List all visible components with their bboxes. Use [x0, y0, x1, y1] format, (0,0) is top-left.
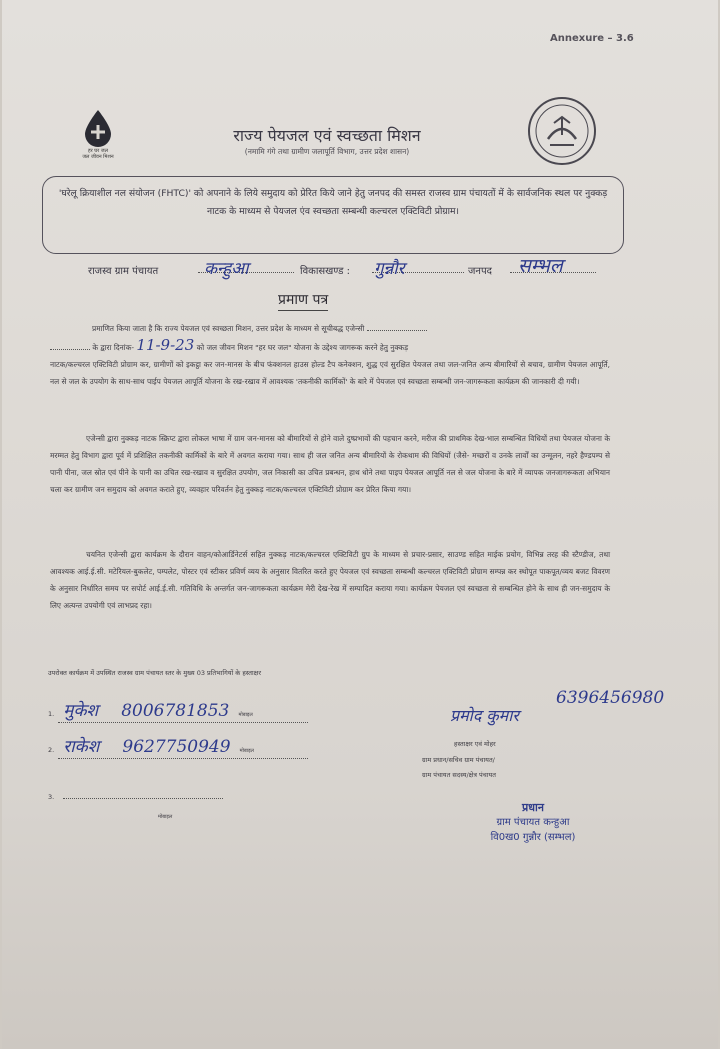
witness-line-1 — [58, 722, 308, 723]
designation-line-2: ग्राम पंचायत सदस्य/क्षेत्र पंचायत — [422, 771, 496, 779]
witness-row-2 — [48, 734, 348, 757]
witness-name: मुकेश — [63, 701, 99, 721]
stamp-line-1: प्रधान — [522, 801, 544, 814]
para1-mid-b: को जल जीवन मिशन "हर घर जल" योजना के उद्देश्य जागरूक करने हेतु नुक्कड़ — [196, 343, 409, 352]
block-label: विकासखण्ड : — [300, 266, 351, 277]
witness-row-1 — [48, 698, 348, 721]
paragraph-2: एजेन्सी द्वारा नुक्कड़ नाटक स्क्रिप्ट द्वारा लोकल भाषा में ग्राम जन-मानस को बीमारियों से होने वाले दुष्प्रभावों की पहचान करने, मरीज की प्राथमिक देख-भाल सम्बन्धित विधियों तथा पेयजल योजना के मरम्मत हेतु विभाग द्वारा पूर्व में प्रशिक्षित तकनीकी कार्मिकों के बारे में अवगत कराया गया। साथ ही जल जनित अन्य बीमारियों के रोकथाम की विधियों (जैसे- मच्छरों व उनके लार्वों का उन्मूलन, नहरे हैण्डपम्प से पानी पीना, जल स्रोत एवं पीने के पानी का उचित रख-रखाव व सुरक्षित उपयोग, जल निकासी का उचित प्रबन्धन, हाथ धोने तथा पाइप पेयजल आपूर्ति नल से जल योजना के बारे में व्यापक जनजागरूकता अभियान चला कर ग्रामीण जन समुदाय को अवगत कराते हुए, व्यवहार परिवर्तन हेतु नुक्कड़ नाटक/कल्चरल एक्टिविटी प्रोग्राम कर प्रेरित किया गया। — [50, 434, 610, 494]
signatory-name: प्रमोद कुमार — [450, 706, 519, 725]
gram-panchayat-value: कन्हुआ — [204, 259, 249, 279]
witness-num: 3. — [48, 793, 55, 801]
program-title-box — [42, 176, 624, 254]
witness-num: 2. — [48, 746, 55, 754]
program-title-text: 'घरेलू क्रियाशील नल संयोजन (FHTC)' को अपनाने के लिये समुदाय को प्रेरित किये जाने हेतु जनपद की समस्त राजस्व ग्राम पंचायतों में के सार्वजनिक स्थल पर नुक्कड़ नाटक के माध्यम से पेयजल एंव स्वच्छता सम्बन्धी कल्चरल एक्टिविटी प्रोग्राम। — [58, 188, 608, 217]
witness-line-3 — [63, 798, 223, 799]
stamp-line-3: वि0ख0 गुन्नौर (सम्भल) — [490, 832, 576, 843]
program-date: 11-9-23 — [136, 336, 195, 354]
water-drop-icon — [81, 108, 115, 148]
block-value: गुन्नौर — [374, 259, 405, 279]
logo-caption-1: हर घर जल — [88, 148, 108, 154]
document-page — [2, 0, 718, 1049]
district-label: जनपद — [468, 266, 492, 277]
gram-panchayat-label: राजस्व ग्राम पंचायत — [88, 266, 159, 277]
witness-row-3 — [48, 784, 348, 822]
witness-phone: 8006781853 — [121, 701, 230, 721]
para1-rest: नाटक/कल्चरल एक्टिविटी प्रोग्राम कर, ग्रामीणों को इकट्ठा कर जन-मानस के बीच फंक्शनल हाउस होल्ड टैप कनेक्शन, शुद्ध एवं सुरक्षित पेयजल तथा जल-जनित अन्य बीमारियों से बचाव, ग्रामीण पेयजल आपूर्ति, नल से जल के उपयोग के साथ-साथ पाईप पेयजल आपूर्ति योजना के रख-रखाव में आवश्यक 'तकनीकी कार्मिकों' के बारे में पेयजल एवं स्वच्छता सम्बन्धी जन-जागरूकता कार्यक्रम की जानकारी दी गयी। — [50, 360, 610, 386]
certificate-title: प्रमाण पत्र — [278, 290, 328, 311]
witness-tag: मोबाइल — [158, 814, 173, 820]
agency-blank — [367, 330, 427, 331]
district-value: सम्भल — [518, 255, 563, 277]
witness-tag: मोबाइल — [239, 748, 254, 754]
har-ghar-jal-logo — [68, 108, 128, 160]
designation-line-1: ग्राम प्रधान/सचिव ग्राम पंचायत/ — [422, 756, 495, 764]
witness-phone: 9627750949 — [122, 737, 231, 757]
header-title: राज्य पेयजल एवं स्वच्छता मिशन — [233, 126, 421, 145]
header-subtitle: (नमामि गंगे तथा ग्रामीण जलापूर्ति विभाग, उत्तर प्रदेश शासन) — [244, 147, 410, 156]
agency-blank-2 — [50, 349, 90, 350]
witness-line-2 — [58, 758, 308, 759]
sign-seal-label: हस्ताक्षर एवं मोहर — [454, 740, 496, 748]
pradhan-stamp — [458, 800, 608, 845]
witness-heading: उपरोक्त कार्यक्रम में उपस्थित राजस्व ग्राम पंचायत स्तर के मुख्य 03 प्रतिभागियों के हस्ताक्षर — [48, 669, 262, 677]
annexure-label: Annexure – 3.6 — [550, 33, 634, 44]
state-emblem-icon — [526, 95, 598, 167]
para1-mid-a: के द्वारा दिनांक- — [92, 343, 135, 352]
signatory-phone: 6396456980 — [556, 688, 665, 708]
paragraph-3: चयनित एजेन्सी द्वारा कार्यक्रम के दौरान वाहन/कोआर्डिनेटर्स सहित नुक्कड़ नाटक/कल्चरल एक्टिविटी ग्रुप के माध्यम से प्रचार-प्रसार, साउण्ड सहित माईक प्रयोग, विभिन्न तरह की स्टैण्डीज, तथा आवश्यक आई.ई.सी. मटेरियल-बुकलेट, पम्पलेट, पोस्टर एवं स्टीकर प्रविर्ण व्यय के अनुसार वितरित करते हुए पेयजल एवं स्वच्छता सम्बन्धी कल्चरल एक्टिविटी प्रोग्राम सम्पन्न कर स्थोपूत पाकपूत/व्यय बजट विवरण के अनुसार निर्धारित समय पर सपोर्ट आई.ई.सी. गतिविधि के अन्तर्गत जन-जागरूकता कार्यक्रम मेरी देख-रेख में सम्पादित कराया गया। कार्यक्रम पेयजल एवं स्वच्छता से सम्बन्धित होने के साथ ही जन-समुदाय के लिए अत्यन्त उपयोगी एवं लाभप्रद रहा। — [50, 550, 610, 610]
witness-tag: मोबाइल — [238, 712, 253, 718]
stamp-line-2: ग्राम पंचायत कन्हुआ — [496, 817, 570, 828]
witness-name: राकेश — [63, 737, 100, 757]
para1-start: प्रमाणित किया जाता है कि राज्य पेयजल एवं स्वच्छता मिशन, उत्तर प्रदेश के माध्यम से सूचीबद्ध एजेन्सी — [92, 324, 365, 333]
witness-num: 1. — [48, 710, 55, 718]
logo-caption-2: जल जीवन मिशन — [82, 154, 114, 160]
paragraph-1 — [50, 320, 610, 390]
